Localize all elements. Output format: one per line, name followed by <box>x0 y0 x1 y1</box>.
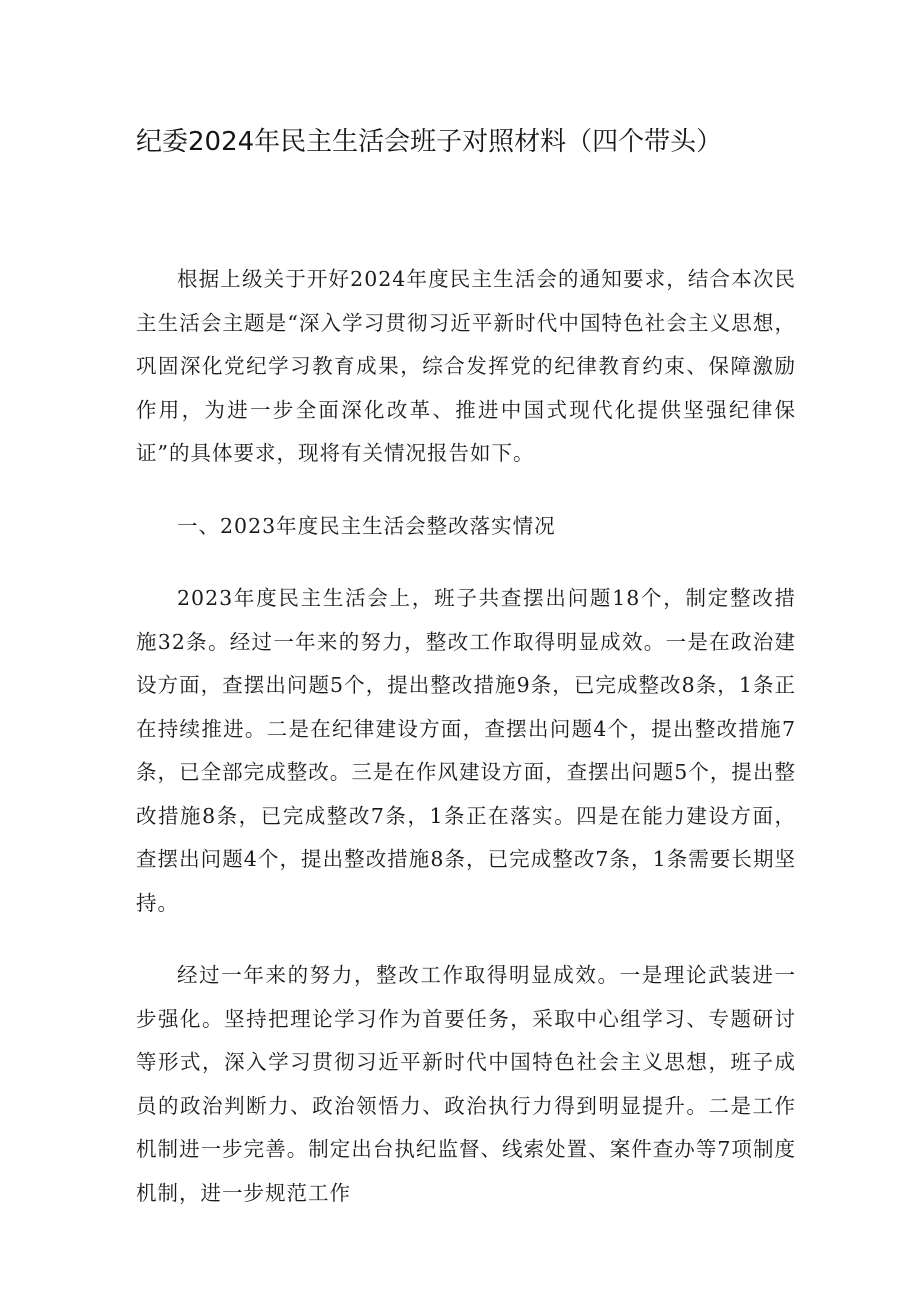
document-body <box>136 258 796 1244</box>
rectification-results-paragraph: 经过一年来的努力，整改工作取得明显成效。一是理论武装进一步强化。坚持把理论学习作为首要任务，采取中心组学习、专题研讨等形式，深入学习贯彻习近平新时代中国特色社会主义思想，班子成员的政治判断力、政治领悟力、政治执行力得到明显提升。二是工作机制进一步完善。制定出台执纪监督、线索处置、案件查办等7项制度机制，进一步规范工作 <box>136 963 796 1205</box>
rectification-summary-paragraph: 2023年度民主生活会上，班子共查摆出问题18个，制定整改措施32条。经过一年来的努力，整改工作取得明显成效。一是在政治建设方面，查摆出问题5个，提出整改措施9条，已完成整改8条，1条正在持续推进。二是在纪律建设方面，查摆出问题4个，提出整改措施7条，已全部完成整改。三是在作风建设方面，查摆出问题5个，提出整改措施8条，已完成整改7条，1条正在落实。四是在能力建设方面，查摆出问题4个，提出整改措施8条，已完成整改7条，1条需要长期坚持。 <box>136 586 796 915</box>
document-title: 纪委2024年民主生活会班子对照材料（四个带头） <box>136 127 723 157</box>
intro-paragraph: 根据上级关于开好2024年度民主生活会的通知要求，结合本次民主生活会主题是“深入学习贯彻习近平新时代中国特色社会主义思想，巩固深化党纪学习教育成果，综合发挥党的纪律教育约束、保障激励作用，为进一步全面深化改革、推进中国式现代化提供坚强纪律保证”的具体要求，现将有关情况报告如下。 <box>136 267 796 465</box>
section-heading: 一、2023年度民主生活会整改落实情况 <box>177 513 556 538</box>
